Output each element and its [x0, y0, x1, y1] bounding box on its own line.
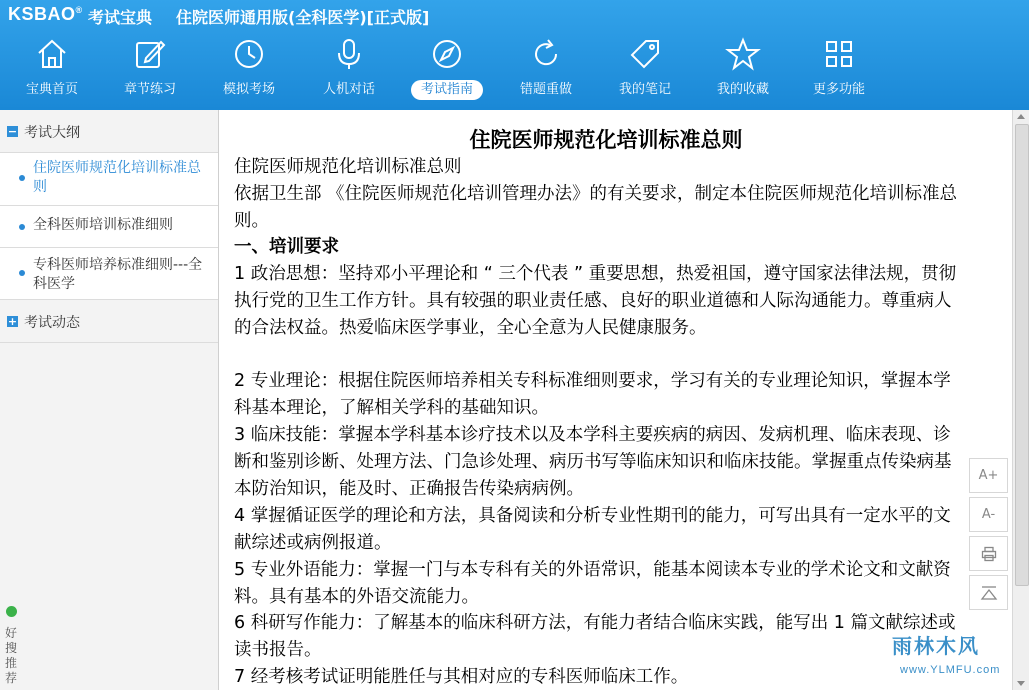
tag-icon: [627, 36, 663, 72]
nav-redo-mistakes[interactable]: [500, 32, 592, 106]
print-button[interactable]: [969, 536, 1008, 571]
sidebar-item-label: 全科医师培训标准细则: [33, 217, 173, 233]
nav-label: 考试指南: [411, 80, 483, 100]
main-nav: [0, 32, 1029, 106]
section-label: 考试大纲: [24, 125, 80, 141]
paragraph: 住院医师规范化培训标准总则: [234, 157, 462, 177]
ksbao-logo: KSBAO®: [8, 4, 83, 24]
microphone-icon: [331, 36, 367, 72]
reader-tools: [969, 458, 1008, 614]
nav-label: 更多功能: [812, 82, 865, 97]
edit-icon: [132, 36, 168, 72]
nav-label: 模拟考场: [222, 82, 275, 97]
collapse-icon[interactable]: −: [7, 125, 18, 138]
paragraph: 2 专业理论：根据住院医师培养相关专科标准细则要求，学习有关的专业理论知识，掌握本学科基本理论，了解相关学科的基础知识。: [234, 371, 951, 418]
nav-exam-guide[interactable]: [401, 32, 493, 106]
font-increase-button[interactable]: A+: [969, 458, 1008, 493]
section-label: 考试动态: [24, 315, 80, 331]
watermark-logo: [888, 626, 1026, 688]
nav-chapter-practice[interactable]: [104, 32, 196, 106]
home-icon: [34, 36, 70, 72]
sidebar-item-gp-standard[interactable]: [0, 206, 218, 248]
nav-label: 人机对话: [322, 82, 375, 97]
compass-icon: [429, 36, 465, 72]
expand-icon[interactable]: +: [7, 315, 18, 328]
recommend-panel[interactable]: [0, 600, 22, 690]
nav-my-favorites[interactable]: [697, 32, 789, 106]
redo-icon: [528, 36, 564, 72]
bullet-icon: [19, 224, 25, 230]
grid-icon: [821, 36, 857, 72]
back-to-top-icon: [980, 585, 998, 601]
nav-dialogue[interactable]: [303, 32, 395, 106]
sidebar-item-specialist-standard[interactable]: [0, 248, 218, 300]
paragraph: 4 掌握循证医学的理论和方法，具备阅读和分析专业性期刊的能力，可写出具有一定水平的文献综述或病例报道。: [234, 506, 951, 553]
nav-label: 我的收藏: [716, 82, 769, 97]
scrollbar-thumb[interactable]: [1015, 124, 1029, 586]
clock-icon: [231, 36, 267, 72]
paragraph: 6 科研写作能力：了解基本的临床科研方法，有能力者结合临床实践，能写出 1 篇文献综述或读书报告。: [234, 613, 956, 660]
app-header: [0, 0, 1029, 110]
title-bar: [0, 0, 1029, 30]
recommend-label: 好搜推荐: [5, 626, 18, 685]
nav-home[interactable]: [6, 32, 98, 106]
star-icon: [725, 36, 761, 72]
bullet-icon: [19, 175, 25, 181]
sidebar: [0, 110, 219, 690]
paragraph: 5 专业外语能力：掌握一门与本专科有关的外语常识，能基本阅读本专业的学术论文和文献资料。具有基本的外语交流能力。: [234, 560, 951, 607]
nav-label: 错题重做: [519, 82, 572, 97]
print-icon: [981, 546, 997, 562]
sidebar-item-label: 住院医师规范化培训标准总则: [33, 160, 201, 195]
paragraph: 依据卫生部 《住院医师规范化培训管理办法》的有关要求，制定本住院医师规范化培训标准总则。: [234, 184, 958, 231]
scroll-up-icon[interactable]: [1017, 114, 1025, 119]
section-heading: 一、培训要求: [234, 237, 339, 257]
section-exam-outline[interactable]: [0, 110, 218, 153]
logo-subtitle: 考试宝典: [88, 8, 153, 27]
document-content: [221, 110, 1011, 690]
font-decrease-button[interactable]: A-: [969, 497, 1008, 532]
document-title: 住院医师规范化培训标准总则: [469, 128, 743, 152]
watermark-url: www.YLMFU.com: [900, 664, 1001, 676]
watermark-text: 雨林木风: [892, 634, 980, 658]
nav-mock-exam[interactable]: [203, 32, 295, 106]
app-title: 住院医师通用版(全科医学)[正式版]: [176, 8, 430, 27]
vertical-scrollbar[interactable]: [1012, 110, 1029, 690]
sidebar-item-general-standard[interactable]: [0, 153, 218, 206]
nav-label: 章节练习: [123, 82, 176, 97]
nav-more[interactable]: [793, 32, 885, 106]
paragraph: 3 临床技能：掌握本学科基本诊疗技术以及本学科主要疾病的病因、发病机理、临床表现、诊断和鉴别诊断、处理方法、门急诊处理、病历书写等临床知识和临床技能。掌握重点传染病基本防治知识，能及时、正确报告传染病病例。: [234, 425, 952, 499]
sidebar-item-label: 专科医师培养标准细则---全科医学: [33, 257, 203, 292]
bullet-icon: [19, 270, 25, 276]
paragraph: 7 经考核考试证明能胜任与其相对应的专科医师临床工作。: [234, 667, 689, 687]
nav-my-notes[interactable]: [599, 32, 691, 106]
paragraph: 1 政治思想：坚持邓小平理论和 “ 三个代表 ” 重要思想，热爱祖国，遵守国家法律法规，贯彻执行党的卫生工作方针。具有较强的职业责任感、良好的职业道德和人际沟通能力。尊重病人的合法权益。热爱临床医学事业，全心全意为人民健康服务。: [234, 264, 957, 338]
nav-label: 宝典首页: [25, 82, 78, 97]
status-dot-icon: [6, 606, 17, 617]
back-to-top-button[interactable]: [969, 575, 1008, 610]
nav-label: 我的笔记: [618, 82, 671, 97]
section-exam-news[interactable]: [0, 300, 218, 343]
